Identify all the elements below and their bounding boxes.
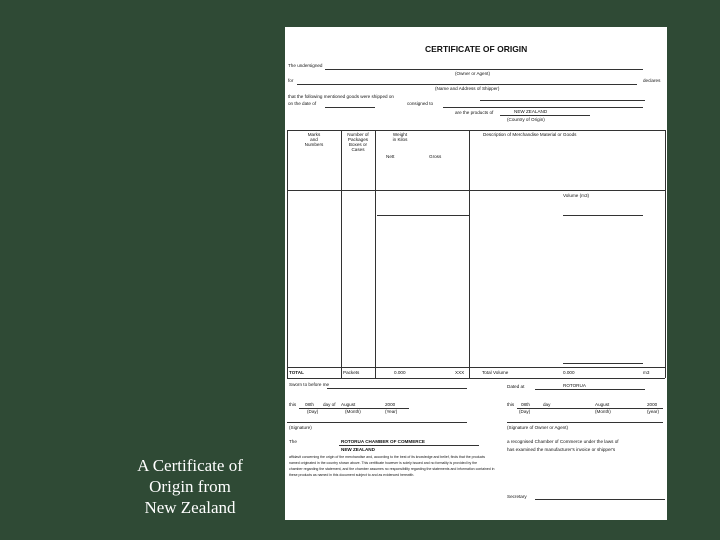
- secretary-line: [535, 499, 665, 500]
- chamber-body-line: a recognised Chamber of Commerce under the laws of: [507, 439, 619, 444]
- chamber-body-line: has examined the manufacturer's invoice or shipper's: [507, 447, 616, 452]
- year-label-right: (year): [647, 409, 659, 414]
- chamber-name: ROTORUA CHAMBER OF COMMERCE: [341, 439, 425, 444]
- name-address-shipper-label: (Name and Address of Shipper): [435, 86, 500, 91]
- for-label: for: [288, 78, 294, 83]
- sworn-before-me: Sworn to before me: [289, 382, 330, 387]
- shipper-line: [297, 84, 637, 85]
- country-line: [500, 115, 590, 116]
- month-right: August: [595, 402, 610, 407]
- this-right: this: [507, 402, 515, 407]
- header-text: Boxes or: [348, 142, 368, 147]
- this-left: this: [289, 402, 297, 407]
- date-line: [325, 107, 375, 108]
- col-header-weight: [375, 132, 425, 142]
- col-header-gross: Gross: [429, 154, 442, 159]
- weight-subline: [377, 215, 469, 216]
- country-of-origin-label: (Country of Origin): [507, 117, 545, 122]
- year-label-left: (Year): [385, 409, 398, 414]
- document-title: CERTIFICATE OF ORIGIN: [425, 44, 528, 54]
- sworn-line: [327, 388, 467, 389]
- month-label-left: (Month): [345, 409, 361, 414]
- dated-at-line: [535, 389, 645, 390]
- header-text: Marks: [307, 132, 321, 137]
- owner-line: [325, 69, 643, 70]
- total-net: 0.000: [394, 370, 406, 375]
- country-value: NEW ZEALAND: [514, 109, 548, 114]
- year-right: 2000: [647, 402, 658, 407]
- signature-line-left: [287, 422, 467, 423]
- table-col-divider: [469, 130, 470, 378]
- col-header-description: Description of Merchandise Material or Goods: [483, 132, 577, 137]
- day-label-right: (Day): [519, 409, 531, 414]
- table-right-border: [665, 130, 666, 378]
- secretary-label: Secretary: [507, 494, 527, 499]
- table-col-divider: [375, 130, 376, 378]
- year-left: 2000: [385, 402, 396, 407]
- month-label-right: (Month): [595, 409, 611, 414]
- table-col-divider: [341, 130, 342, 378]
- col-header-marks: [287, 132, 341, 147]
- owner-or-agent-label: (Owner or Agent): [455, 71, 490, 76]
- chamber-body-line: chamber regarding the statement, and the chamber assumes no responsibility regarding the statements and information contained in: [289, 467, 495, 471]
- header-text: and: [310, 137, 318, 142]
- header-bottom-line: [287, 190, 665, 191]
- goods-shipped-label: that the following mentioned goods were shipped on: [288, 94, 394, 99]
- table-top-line: [287, 130, 665, 131]
- day-of-left: day of: [323, 402, 336, 407]
- volume-label: Volume (m3): [563, 193, 590, 198]
- day-of-right: day: [543, 402, 551, 407]
- slide-caption: [110, 455, 270, 518]
- on-the-date-label: on the date of: [288, 101, 317, 106]
- shipped-on-line: [480, 100, 645, 101]
- day-num-right: 08th: [521, 402, 530, 407]
- declares-label: declares: [643, 78, 661, 83]
- total-volume-line: [563, 363, 643, 364]
- header-text: Cases: [351, 147, 365, 152]
- totals-top-line: [287, 367, 665, 368]
- total-gross: XXX: [455, 370, 465, 375]
- col-header-nett: Nett: [386, 154, 395, 159]
- day-num-left: 08th: [305, 402, 314, 407]
- total-volume-unit: m3: [643, 370, 650, 375]
- undersigned-label: The undersigned: [288, 63, 323, 68]
- date-line-right: [517, 408, 663, 409]
- total-label: TOTAL: [289, 370, 304, 375]
- consigned-to-label: consigned to: [407, 101, 434, 106]
- signature-left-label: (Signature): [289, 425, 312, 430]
- signature-line-right: [507, 422, 663, 423]
- month-left: August: [341, 402, 356, 407]
- signature-owner-label: (Signature of Owner or Agent): [507, 425, 569, 430]
- header-text: Weight: [392, 132, 408, 137]
- header-text: Number of: [347, 132, 369, 137]
- day-label-left: (Day): [307, 409, 319, 414]
- chamber-body-line: these products as named in this document subject to and as evidenced herewith.: [289, 473, 415, 477]
- chamber-body-line: named originated in the country shown above. This certificate however is solely issued and no formality is provided by the: [289, 461, 478, 465]
- header-text: Packages: [347, 137, 369, 142]
- total-volume-value: 0.000: [563, 370, 575, 375]
- caption-line: New Zealand: [144, 498, 236, 517]
- certificate-document: [285, 27, 667, 520]
- caption-line: Origin from: [149, 477, 231, 496]
- totals-bottom-line: [287, 378, 665, 379]
- chamber-the: The: [289, 439, 297, 444]
- chamber-name-line: [339, 445, 479, 446]
- table-left-border: [287, 130, 288, 378]
- volume-line: [563, 215, 643, 216]
- chamber-country: NEW ZEALAND: [341, 447, 375, 452]
- total-packages: Packets: [343, 370, 360, 375]
- consigned-to-line: [443, 107, 643, 108]
- total-volume-label: Total Volume: [482, 370, 509, 375]
- caption-line: A Certificate of: [137, 456, 243, 475]
- header-text: Numbers: [304, 142, 324, 147]
- dated-at-place: ROTORUA: [563, 383, 586, 388]
- products-of-label: are the products of: [455, 110, 494, 115]
- col-header-packages: [341, 132, 375, 152]
- dated-at-label: Dated at: [507, 384, 525, 389]
- header-text: in Kilos: [392, 137, 408, 142]
- chamber-body-line: affidavit concerning the origin of the merchandise and, according to the best of its knowledge and belief, finds that the products: [289, 455, 486, 459]
